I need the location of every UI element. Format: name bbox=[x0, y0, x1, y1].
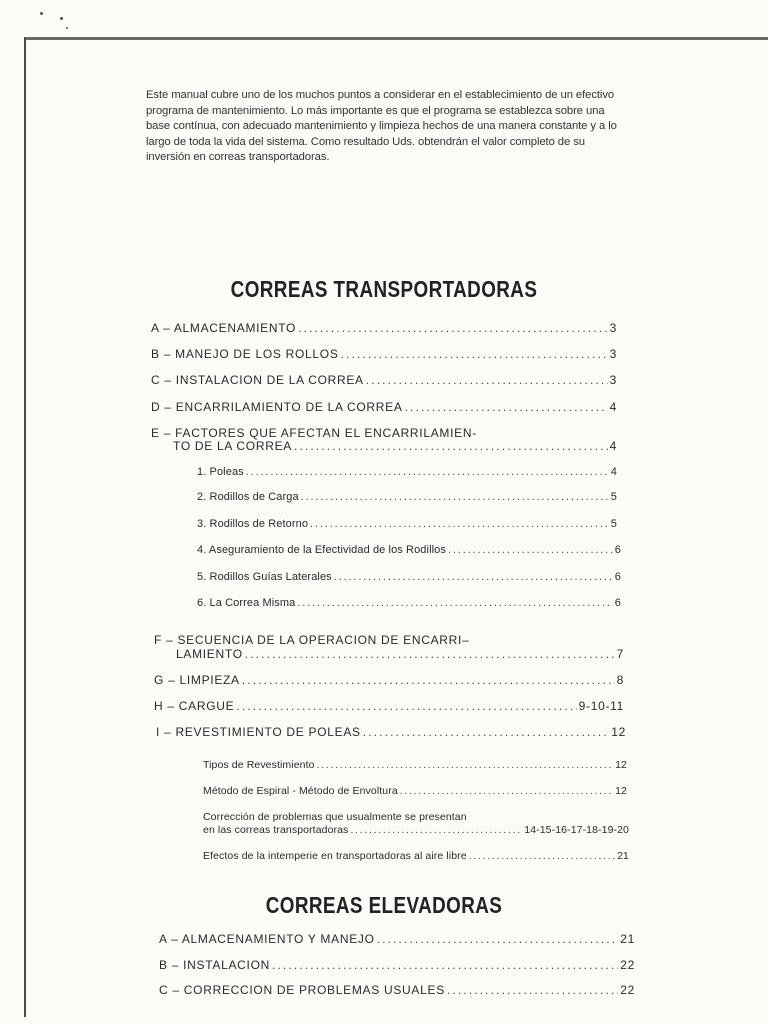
toc-subentry bbox=[203, 785, 627, 797]
toc-label-line1: E – FACTORES QUE AFECTAN EL ENCARRILAMIEN- bbox=[151, 426, 477, 440]
toc-page: 7 bbox=[616, 647, 624, 661]
toc-label: A – ALMACENAMIENTO bbox=[151, 321, 297, 335]
toc-page: 21 bbox=[617, 850, 629, 862]
toc-entry bbox=[159, 958, 635, 972]
toc-label: TO DE LA CORREA bbox=[173, 439, 292, 453]
scan-speck bbox=[60, 17, 63, 20]
toc-entry bbox=[176, 647, 624, 661]
toc-subentry bbox=[197, 544, 621, 556]
toc-entry bbox=[173, 439, 617, 453]
toc-label: 6. La Correa Misma bbox=[197, 597, 296, 609]
toc-label: en las correas transportadoras bbox=[203, 824, 349, 836]
toc-page: 12 bbox=[615, 759, 627, 771]
toc-label-line1: Corrección de problemas que usualmente se presentan bbox=[203, 811, 467, 823]
toc-page: 8 bbox=[616, 673, 624, 687]
toc-subentry bbox=[203, 850, 629, 862]
toc-label-line1: F – SECUENCIA DE LA OPERACION DE ENCARRI– bbox=[154, 633, 470, 647]
toc-entry bbox=[151, 321, 617, 335]
toc-label: B – INSTALACION bbox=[159, 958, 270, 972]
toc-subentry bbox=[197, 491, 617, 503]
toc-page: 22 bbox=[620, 958, 635, 972]
scan-speck bbox=[40, 12, 43, 15]
toc-entry bbox=[156, 725, 626, 739]
toc-label: C – INSTALACION DE LA CORREA bbox=[151, 373, 364, 387]
section-title-elevadoras: CORREAS ELEVADORAS bbox=[265, 892, 503, 918]
top-border bbox=[24, 37, 768, 40]
toc-label: A – ALMACENAMIENTO Y MANEJO bbox=[159, 932, 375, 946]
toc-subentry bbox=[197, 571, 621, 583]
toc-label: G – LIMPIEZA bbox=[154, 673, 240, 687]
toc-entry bbox=[151, 400, 617, 414]
toc-label: 5. Rodillos Guías Laterales bbox=[197, 571, 332, 583]
toc-page: 6 bbox=[614, 544, 621, 556]
toc-label: 1. Poleas bbox=[197, 466, 244, 478]
left-border bbox=[24, 37, 26, 1017]
toc-label: 3. Rodillos de Retorno bbox=[197, 518, 309, 530]
toc-label: 4. Aseguramiento de la Efectividad de los Rodillos bbox=[197, 544, 446, 556]
toc-label: Método de Espiral - Método de Envoltura bbox=[203, 785, 398, 797]
toc-page: 5 bbox=[610, 491, 617, 503]
toc-entry bbox=[151, 347, 617, 361]
intro-paragraph: Este manual cubre uno de los muchos puntos a considerar en el establecimiento de un efectivo programa de mantenimiento. Lo más importante es que el programa se establezca sobre una base contínua, con adecuado mantenimiento y limpieza hechos de una manera constante y a lo largo de toda la vida del sistema. Como resultado Uds. obtendrán el valor completo de su inversión en correas transportadoras. bbox=[146, 89, 617, 163]
toc-label: I – REVESTIMIENTO DE POLEAS bbox=[156, 725, 361, 739]
toc-page: 6 bbox=[614, 571, 621, 583]
toc-label: H – CARGUE bbox=[154, 699, 235, 713]
toc-page: 3 bbox=[609, 347, 617, 361]
toc-label: Tipos de Revestimiento bbox=[203, 759, 315, 771]
toc-entry bbox=[159, 983, 635, 997]
toc-page: 3 bbox=[609, 373, 617, 387]
toc-subentry bbox=[197, 518, 617, 530]
toc-entry bbox=[154, 699, 624, 713]
toc-page: 3 bbox=[609, 321, 617, 335]
toc-label: D – ENCARRILAMIENTO DE LA CORREA bbox=[151, 400, 403, 414]
toc-page: 4 bbox=[609, 400, 617, 414]
toc-page: 4 bbox=[610, 466, 617, 478]
scan-speck bbox=[66, 27, 68, 29]
toc-entry bbox=[151, 373, 617, 387]
toc-label: 2. Rodillos de Carga bbox=[197, 491, 299, 503]
toc-subentry bbox=[203, 824, 629, 836]
toc-subentry bbox=[203, 759, 627, 771]
toc-page: 22 bbox=[620, 983, 635, 997]
toc-label: Efectos de la intemperie en transportadoras al aire libre bbox=[203, 850, 467, 862]
toc-subentry bbox=[197, 466, 617, 478]
toc-page: 4 bbox=[609, 439, 617, 453]
toc-entry bbox=[159, 932, 635, 946]
toc-page: 9-10-11 bbox=[578, 699, 624, 713]
toc-page: 6 bbox=[614, 597, 621, 609]
section-title-transportadoras: CORREAS TRANSPORTADORAS bbox=[230, 276, 538, 302]
toc-page: 12 bbox=[611, 725, 626, 739]
toc-label: LAMIENTO bbox=[176, 647, 243, 661]
toc-page: 21 bbox=[620, 932, 635, 946]
toc-page: 12 bbox=[615, 785, 627, 797]
toc-label: C – CORRECCION DE PROBLEMAS USUALES bbox=[159, 983, 445, 997]
toc-label: B – MANEJO DE LOS ROLLOS bbox=[151, 347, 339, 361]
toc-page: 14-15-16-17-18-19-20 bbox=[524, 824, 629, 836]
toc-entry bbox=[154, 673, 624, 687]
toc-subentry bbox=[197, 597, 621, 609]
toc-page: 5 bbox=[610, 518, 617, 530]
